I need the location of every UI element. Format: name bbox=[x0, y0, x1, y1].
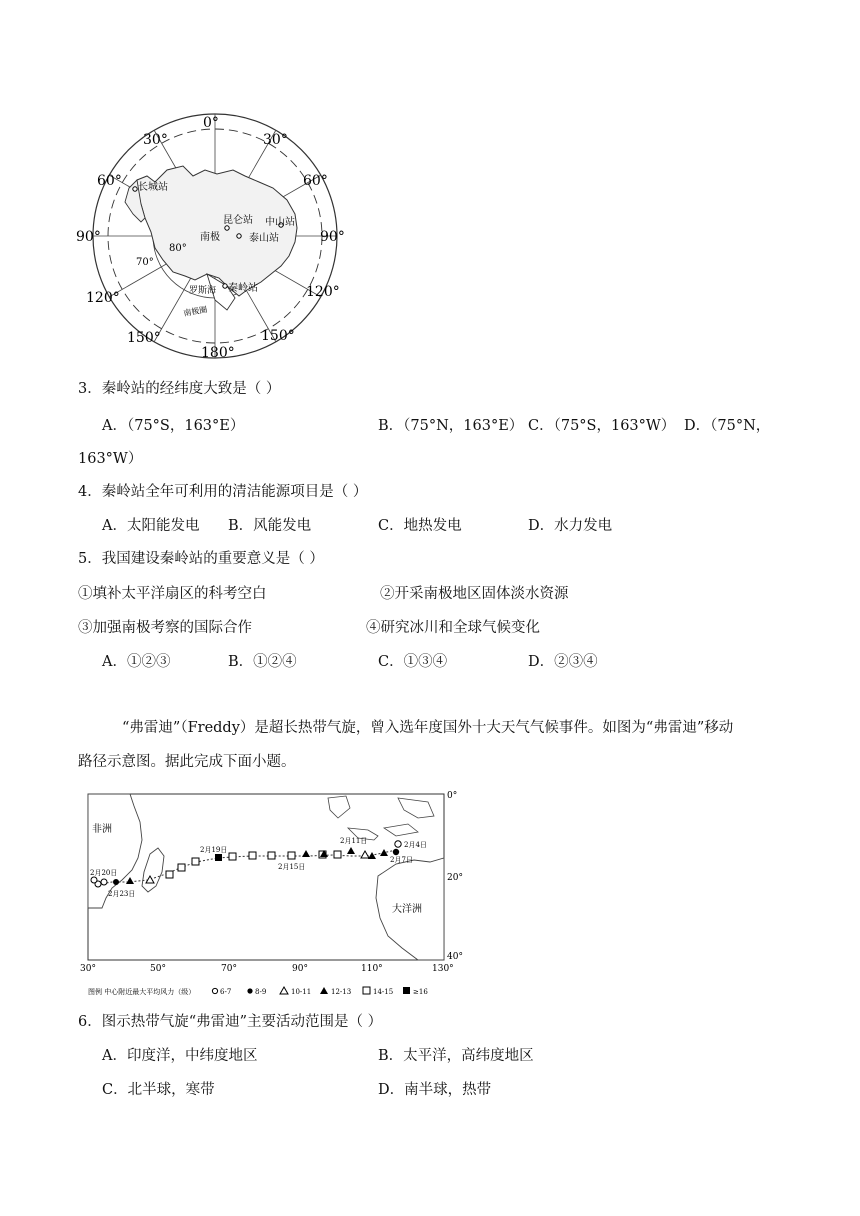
lon-label-30w: 30° bbox=[143, 132, 168, 148]
legend-10-11: 10-11 bbox=[291, 988, 312, 996]
passage-line-2: 路径示意图。据此完成下面小题。 bbox=[78, 754, 296, 770]
label-feb7: 2月7日 bbox=[390, 856, 413, 864]
lon-110: 110° bbox=[361, 964, 383, 974]
lon-label-150w: 150° bbox=[127, 330, 161, 346]
label-oceania: 大洋洲 bbox=[392, 904, 422, 915]
q4-option-d: D．水力发电 bbox=[528, 518, 613, 534]
question-5-stem: 5．我国建设秦岭站的重要意义是（ ） bbox=[78, 551, 324, 567]
station-zhongshan: 中山站 bbox=[265, 217, 295, 228]
q4-option-a: A．太阳能发电 bbox=[102, 518, 200, 534]
lon-130: 130° bbox=[432, 964, 454, 974]
lon-label-180: 180° bbox=[201, 345, 235, 361]
legend-16plus: ≥16 bbox=[413, 988, 428, 996]
q5-statement-2: ②开采南极地区固体淡水资源 bbox=[380, 586, 569, 602]
lon-label-120e: 120° bbox=[306, 284, 340, 300]
q6-option-c: C．北半球，寒带 bbox=[102, 1082, 215, 1098]
label-feb11: 2月11日 bbox=[340, 837, 368, 845]
lon-label-60e: 60° bbox=[303, 173, 328, 189]
label-feb15: 2月15日 bbox=[278, 863, 306, 871]
legend-12-13: 12-13 bbox=[331, 988, 352, 996]
ross-sea-label: 罗斯海 bbox=[189, 286, 217, 296]
q3-option-c: C．（75°S，163°W） bbox=[528, 418, 676, 434]
q3-option-b: B．（75°N，163°E） bbox=[378, 418, 524, 434]
q3-option-a: A．（75°S，163°E） bbox=[102, 418, 245, 434]
lon-30: 30° bbox=[80, 964, 96, 974]
south-pole-label: 南极 bbox=[200, 232, 220, 243]
lat-40: 40° bbox=[447, 952, 463, 962]
legend-6-7: 6-7 bbox=[220, 988, 232, 996]
label-africa: 非洲 bbox=[92, 824, 112, 835]
label-feb20: 2月20日 bbox=[90, 869, 118, 877]
legend-8-9: 8-9 bbox=[255, 988, 267, 996]
q3-option-d-continued: 163°W） bbox=[78, 451, 143, 467]
q4-option-b: B．风能发电 bbox=[228, 518, 312, 534]
q6-option-b: B．太平洋，高纬度地区 bbox=[378, 1048, 534, 1064]
lon-50: 50° bbox=[150, 964, 166, 974]
q3-option-d: D．（75°N， bbox=[684, 418, 771, 434]
q5-option-a: A．①②③ bbox=[102, 654, 171, 670]
station-taishan: 泰山站 bbox=[249, 233, 279, 244]
antarctic-circle-label: 南极圈 bbox=[182, 304, 208, 318]
station-kunlun: 昆仑站 bbox=[223, 215, 253, 226]
q5-statement-4: ④研究冰川和全球气候变化 bbox=[366, 620, 540, 636]
lon-label-60w: 60° bbox=[97, 173, 122, 189]
lat-label-70: 70° bbox=[136, 257, 154, 268]
station-qinling: 秦岭站 bbox=[228, 283, 258, 294]
station-changcheng: 长城站 bbox=[138, 182, 168, 193]
lon-70: 70° bbox=[221, 964, 237, 974]
legend-title: 图例 中心附近最大平均风力（级） bbox=[88, 988, 196, 996]
label-feb23: 2月23日 bbox=[108, 890, 136, 898]
antarctica-polar-map bbox=[75, 110, 365, 370]
cyclone-freddy-track-map bbox=[78, 788, 468, 1003]
label-feb19: 2月19日 bbox=[200, 846, 228, 854]
label-feb4: 2月4日 bbox=[404, 841, 427, 849]
q5-option-c: C．①③④ bbox=[378, 654, 448, 670]
lon-label-90w: 90° bbox=[76, 229, 101, 245]
q5-statement-3: ③加强南极考察的国际合作 bbox=[78, 620, 252, 636]
lon-label-30e: 30° bbox=[263, 132, 288, 148]
question-3-stem: 3．秦岭站的经纬度大致是（ ） bbox=[78, 381, 281, 397]
lon-label-90e: 90° bbox=[320, 229, 345, 245]
lon-label-150e: 150° bbox=[261, 328, 295, 344]
lat-0: 0° bbox=[447, 791, 458, 801]
question-4-stem: 4．秦岭站全年可利用的清洁能源项目是（ ） bbox=[78, 484, 368, 500]
question-6-stem: 6．图示热带气旋“弗雷迪”主要活动范围是（ ） bbox=[78, 1014, 383, 1030]
q5-option-d: D．②③④ bbox=[528, 654, 598, 670]
q6-option-d: D．南半球，热带 bbox=[378, 1082, 492, 1098]
lat-label-80: 80° bbox=[169, 243, 187, 254]
q5-option-b: B．①②④ bbox=[228, 654, 297, 670]
lon-label-120w: 120° bbox=[86, 290, 120, 306]
q5-statement-1: ①填补太平洋扇区的科考空白 bbox=[78, 586, 267, 602]
passage-line-1: “弗雷迪”（Freddy）是超长热带气旋，曾入选年度国外十大天气气候事件。如图为“弗雷迪”移动 bbox=[122, 720, 734, 736]
lat-20: 20° bbox=[447, 873, 463, 883]
q4-option-c: C．地热发电 bbox=[378, 518, 462, 534]
legend-14-15: 14-15 bbox=[373, 988, 394, 996]
lon-label-0: 0° bbox=[203, 115, 219, 131]
q6-option-a: A．印度洋，中纬度地区 bbox=[102, 1048, 258, 1064]
lon-90: 90° bbox=[292, 964, 308, 974]
